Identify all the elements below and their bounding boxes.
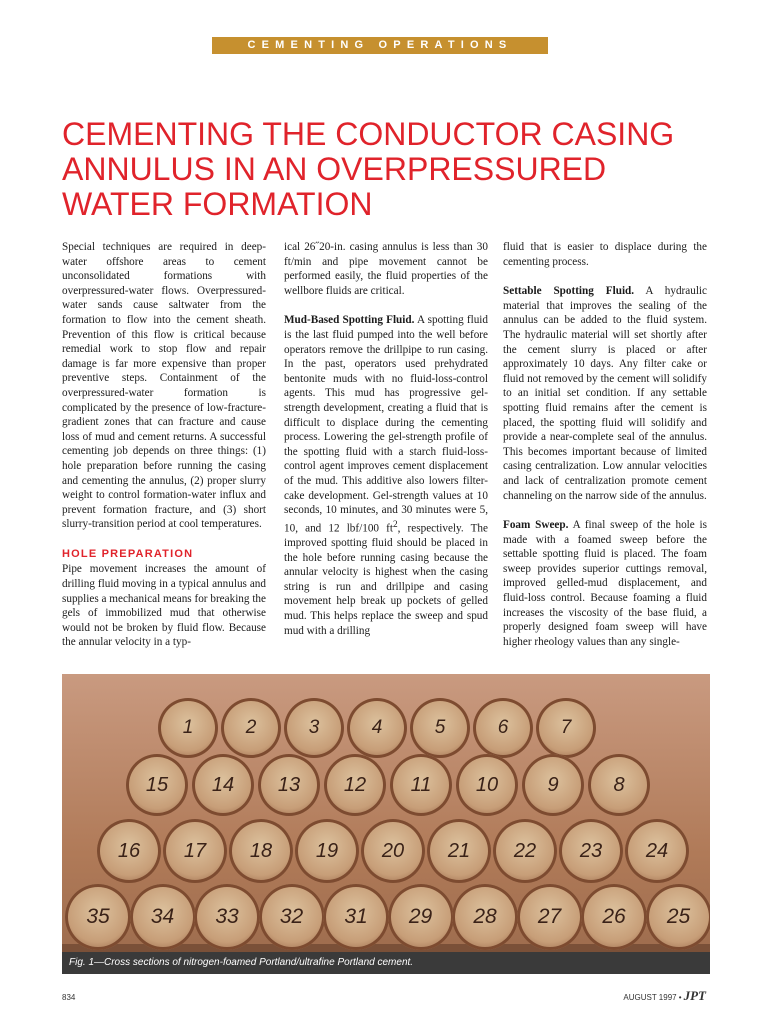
sample-disk-10: 10 <box>456 754 518 816</box>
sample-disk-19: 19 <box>295 819 359 883</box>
mud-spotting-text-a: A spotting fluid is the last fluid pumped into the well before operators remove the drillpipe to run casing. In the past, operators used prehydrated bentonite muds with no fluid-loss-control agents. This mud has progressive gel-strength development, creating a fluid that is difficult to displace during the cementing process. Lowering the gel-strength profile of the spotting fluid with a starch fluid-loss-control agent improves cement displacement of the mud. This additive also lowers filter-cake development. Gel-strength values at 10 seconds, 10 minutes, and 30 minutes were 5, 10, and 12 lbf/100 ft <box>284 314 488 535</box>
title-line-1: CEMENTING THE CONDUCTOR CASING <box>62 116 675 152</box>
sample-disk-14: 14 <box>192 754 254 816</box>
footer-issue <box>623 988 706 1004</box>
sample-disk-34: 34 <box>130 884 196 950</box>
foam-sweep-text: A final sweep of the hole is made with a foamed sweep before the settable spotting fluid is placed. The foam sweep provides superior cuttings removal, improved gelled-mud displacement, and fluid-loss control. Because foaming a fluid increases the viscosity of the base fluid, a properly designed foam sweep will have higher rheology values than any single- <box>503 519 707 648</box>
magazine-logo: JPT <box>683 988 706 1003</box>
sample-disk-20: 20 <box>361 819 425 883</box>
sample-disk-15: 15 <box>126 754 188 816</box>
sample-disk-11: 11 <box>390 754 452 816</box>
column-3 <box>503 240 707 649</box>
annulus-paragraph: ical 26˝20-in. casing annulus is less than 30 ft/min and pipe movement cannot be performed easily, the fluid properties of the wellbore fluids are critical. <box>284 241 488 297</box>
sample-disk-1: 1 <box>158 698 218 758</box>
sample-disk-26: 26 <box>581 884 647 950</box>
article-title <box>62 117 722 222</box>
sample-disk-28: 28 <box>452 884 518 950</box>
figure-1 <box>62 674 710 974</box>
column-2 <box>284 240 488 638</box>
sample-disk-27: 27 <box>517 884 583 950</box>
sample-disk-12: 12 <box>324 754 386 816</box>
sample-disk-25: 25 <box>646 884 711 950</box>
sample-disk-3: 3 <box>284 698 344 758</box>
sample-disk-13: 13 <box>258 754 320 816</box>
sample-disk-6: 6 <box>473 698 533 758</box>
cement-samples-photo <box>62 674 710 974</box>
runin-heading-settable: Settable Spotting Fluid. <box>503 285 635 298</box>
mud-spotting-text-b: , respectively. The improved spotting fluid should be placed in the hole before running casing because the annular velocity is highest when the casing string is run and drillpipe and casing movement help break up pockets of gelled mud. This helps replace the sweep and spud mud with a drilling <box>284 522 488 637</box>
settable-spotting-paragraph <box>503 284 707 503</box>
settable-spotting-text: A hydraulic material that improves the sealing of the annulus can be added to the fluid system. The hydraulic material will set shortly after the cement slurry is placed or after approximately 10 days. Any filter cake or fluid not removed by the cement will solidify to an initial set condition. If any settable spotting fluid remains after the cement is placed, the spotting fluid will solidify and provide a near-complete seal of the annulus. This becomes important because of limited casing centralization. Low annular velocities and lack of centralization promote cement channeling on the narrow side of the annulus. <box>503 285 708 502</box>
sample-disk-31: 31 <box>323 884 389 950</box>
sample-disk-24: 24 <box>625 819 689 883</box>
sample-disk-7: 7 <box>536 698 596 758</box>
hole-preparation-paragraph: Pipe movement increases the amount of drilling fluid moving in a typical annulus and supplies a mechanical means for breaking the gels of immobilized mud that otherwise would not be broken by fluid flow. Because the annular velocity in a typ- <box>62 563 266 649</box>
page-number: 834 <box>62 993 76 1002</box>
sample-disk-33: 33 <box>194 884 260 950</box>
title-line-2: ANNULUS IN AN OVERPRESSURED <box>62 151 607 187</box>
figure-caption: Fig. 1—Cross sections of nitrogen-foamed Portland/ultrafine Portland cement. <box>62 952 710 974</box>
sample-disk-8: 8 <box>588 754 650 816</box>
runin-heading-foam-sweep: Foam Sweep. <box>503 519 569 532</box>
sample-disk-18: 18 <box>229 819 293 883</box>
sample-disk-2: 2 <box>221 698 281 758</box>
column-1 <box>62 240 266 650</box>
sample-disk-22: 22 <box>493 819 557 883</box>
section-heading-hole-preparation: HOLE PREPARATION <box>62 547 194 560</box>
sample-disk-35: 35 <box>65 884 131 950</box>
sample-disk-16: 16 <box>97 819 161 883</box>
runin-heading-mud-spotting: Mud-Based Spotting Fluid. <box>284 314 415 327</box>
sample-disk-5: 5 <box>410 698 470 758</box>
mud-spotting-paragraph <box>284 313 488 638</box>
sample-disk-23: 23 <box>559 819 623 883</box>
sample-disk-32: 32 <box>259 884 325 950</box>
sample-disk-21: 21 <box>427 819 491 883</box>
issue-date: AUGUST 1997 • <box>623 993 682 1002</box>
foam-sweep-paragraph <box>503 518 707 649</box>
article-body <box>62 240 711 652</box>
sample-disk-17: 17 <box>163 819 227 883</box>
intro-paragraph: Special techniques are required in deep-water offshore areas to cement unconsolidated formations with overpressured-water flows. Overpressured-water sands cause saltwater from the formation to flow into the cement sheath. Prevention of this flow is critical because remedial work to stop flow and repair damage is far more expensive than proper preventive steps. Containment of the overpressured-water formation is complicated by the presence of low-fracture-gradient zones that can fracture and cause loss of mud and cement returns. A successful cementing job depends on three things: (1) hole preparation before running the casing and cementing the annulus, (2) proper slurry weight to control formation-water influx and prevent formation fracture, and (3) short slurry-transition period at cool temperatures. <box>62 241 266 531</box>
sample-disk-29: 29 <box>388 884 454 950</box>
continuation-paragraph: fluid that is easier to displace during the cementing process. <box>503 241 707 268</box>
sample-disk-4: 4 <box>347 698 407 758</box>
title-line-3: WATER FORMATION <box>62 186 373 222</box>
section-banner: CEMENTING OPERATIONS <box>212 37 548 54</box>
superscript-2: 2 <box>392 519 398 530</box>
sample-disk-9: 9 <box>522 754 584 816</box>
